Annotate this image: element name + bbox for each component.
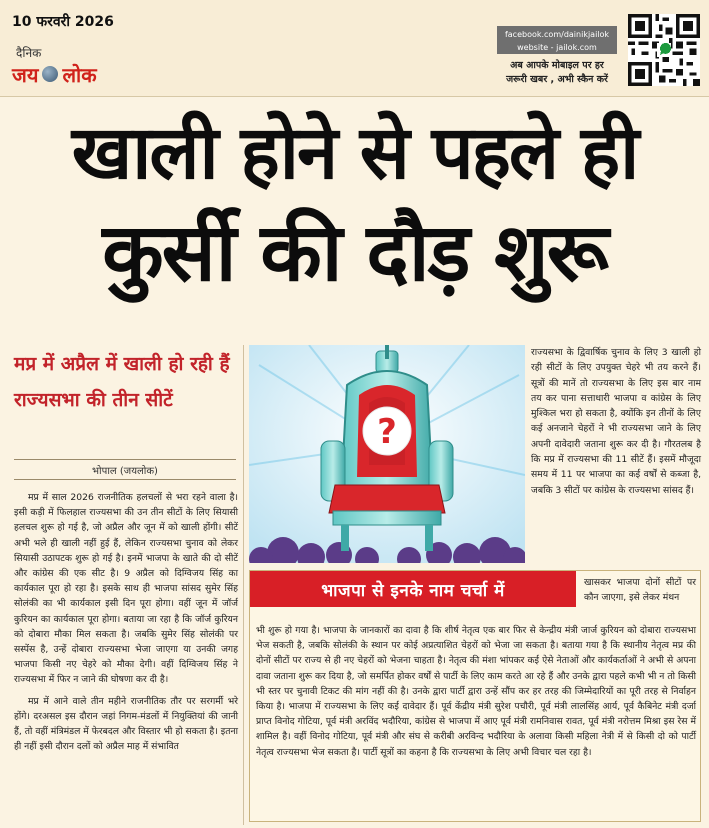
chair-illustration — [249, 345, 525, 563]
column-divider — [243, 345, 244, 825]
scan-prompt-line-1: अब आपके मोबाइल पर हर — [510, 60, 604, 71]
highlight-box — [249, 570, 701, 822]
question-mark-icon: ? — [377, 412, 397, 452]
main-headline — [0, 104, 709, 304]
social-links-box — [497, 26, 617, 54]
masthead — [0, 0, 709, 97]
article-paragraph: मप्र में साल 2026 राजनीतिक हलचलों से भरा रहने वाला है। इसी कड़ी में फिलहाल राज्यसभा की उन तीन सीटों के लिए सियासी हलचल शुरू हो गई है, जो अप्रैल और जून में को खाली होंगी। सीटें अभी भले ही खाली नहीं हुई हैं, लेकिन राज्यसभा चुनाव को लेकर सियासी उठापटक शुरू हो गई है। इनमें भाजपा के खाते की दो सीटें और कांग्रेस की एक सीट है। 9 अप्रैल को दिग्विजय सिंह का कार्यकाल पूरा हो रहा है। इसके साथ ही भाजपा सांसद सुमेर सिंह सोलंकी का भी कार्यकाल इसी दिन पूरा होगा। वहीं जून में जॉर्ज कुरियन का कार्यकाल पूरा होगा। बताया जा रहा है कि जॉर्ज कुरियन को दोबारा मौका मिल सकता है। जबकि सुमेर सिंह सोलंकी पर सस्पेंस है, उन्हें दोबारा राज्यसभा भेजा जाएगा या उनकी जगह भाजपा किसी नए चेहरे को मौका देगी। वहीं दिग्विजय सिंह ने राज्यसभा में फिर न जाने की घोषणा कर दी है। — [14, 492, 238, 686]
article-paragraph: मप्र में आने वाले तीन महीने राजनीतिक तौर पर सरगर्मी भरे होंगे। दरअसल इस दौरान जहां निगम-मंडलों में नियुक्तियां की जानी हैं, तो वहीं मंत्रिमंडल में फेरबदल और विस्तार भी हो सकता है। इतना ही नहीं इसी दौरान दलों को अप्रैल माह में संभावित — [14, 695, 238, 753]
brand-prefix: दैनिक — [16, 46, 42, 60]
globe-icon — [42, 66, 58, 82]
box-body-text: भी शुरू हो गया है। भाजपा के जानकारों का दावा है कि शीर्ष नेतृत्व एक बार फिर से केन्द्रीय मंत्री जार्ज कुरियन को दोबारा राज्यसभा भेज सकती है, जबकि सोलंकी के स्थान पर कोई अप्रत्याशित चेहरों को भेजा जा सकता है। बताया गया है कि स्थानीय नेतृत्व मप्र की दोनों सीटों पर राज्य से ही नए चेहरों को भेजना चाहता है। नेतृत्व की मंशा भांपकर कई ऐसे नेताओं और कार्यकर्ताओं ने अभी से अपना दावा जताना शुरू कर दिया है, जो समर्पित होकर वर्षों से पार्टी के लिए काम करते आ रहे हैं और उनके द्वारा पहले कभी भी न तो किसी भी स्तर पर चुनावी टिकट की मांग नहीं की है। उनके द्वारा पार्टी द्वारा उन्हें सौंप कर हर तरह की जिम्मेदारियों का पूरी तरह से निर्वाहन किया है। भाजपा में राज्यसभा के लिए कई दावेदार हैं। पूर्व केंद्रीय मंत्री सुरेश पचौरी, पूर्व मंत्री लालसिंह आर्य, पूर्व कैबिनेट मंत्री दर्जा प्राप्त विनोद गोटिया, पूर्व मंत्री अरविंद भदौरिया, कांग्रेस से भाजपा में आए पूर्व मंत्री रामनिवास रावत, पूर्व मंत्री नरोत्तम मिश्रा इस रेस में शामिल है। वहीं विनोद गोटिया, पूर्व मंत्री और संघ से करीबी अरविन्द भदौरिया के अलावा किसी महिला नेत्री में से किसी दो को पार्टी नेतृत्व राज्यसभा भेज सकता है। पार्टी सूत्रों का कहना है कि राज्यसभा के लिए अभी विचार चल रहा है। — [256, 625, 696, 758]
facebook-link[interactable]: facebook.com/dainikjailok — [504, 30, 610, 39]
right-article-body: राज्यसभा के द्विवार्षिक चुनाव के लिए 3 खाली हो रही सीटों के लिए उपयुक्त चेहरे भी तय करने हैं। सूत्रों की मानें तो राज्यसभा के लिए इस बार नाम तय कर पाना सत्ताधारी भाजपा व कांग्रेस के लिए मुश्किल भरा हो सकता है, क्योंकि इन तीनों के लिए कई अनजाने चेहरों ने भी राज्यसभा जाने के लिए अपनी दावेदारी जताना शुरू कर दी है। गौरतलब है कि मप्र में राज्यसभा की 11 सीटें हैं। इसमें मौजूदा समय में 11 पर भाजपा का कई वर्षों से कब्जा है, जबकि 3 सीटों पर कांग्रेस के राज्यसभा सांसद हैं। — [531, 347, 701, 496]
box-banner-title: भाजपा से इनके नाम चर्चा में — [250, 571, 576, 607]
subheadline: मप्र में अप्रैल में खाली हो रही हैं राज्यसभा की तीन सीटें — [14, 353, 230, 411]
qr-code-icon[interactable] — [628, 14, 700, 86]
scan-prompt — [490, 59, 624, 87]
brand-word-2: लोक — [62, 62, 97, 87]
issue-date: 10 फरवरी 2026 — [12, 14, 114, 30]
headline-line-1: खाली होने से पहले ही — [71, 110, 638, 196]
brand-word-1: जय — [12, 62, 39, 87]
left-article-body — [14, 490, 238, 754]
divider — [14, 459, 236, 460]
headline-line-2: कुर्सी की दौड़ शुरू — [102, 206, 607, 299]
brand-logo — [12, 60, 97, 88]
box-intro-text: खासकर भाजपा दोनों सीटों पर कौन जाएगा, इसे लेकर मंथन — [584, 577, 696, 603]
divider — [14, 479, 236, 480]
scan-prompt-line-2: जरूरी खबर , अभी स्कैन करें — [506, 74, 608, 85]
dateline: भोपाल (जयलोक) — [92, 466, 158, 477]
website-link[interactable]: website - jailok.com — [517, 43, 597, 52]
